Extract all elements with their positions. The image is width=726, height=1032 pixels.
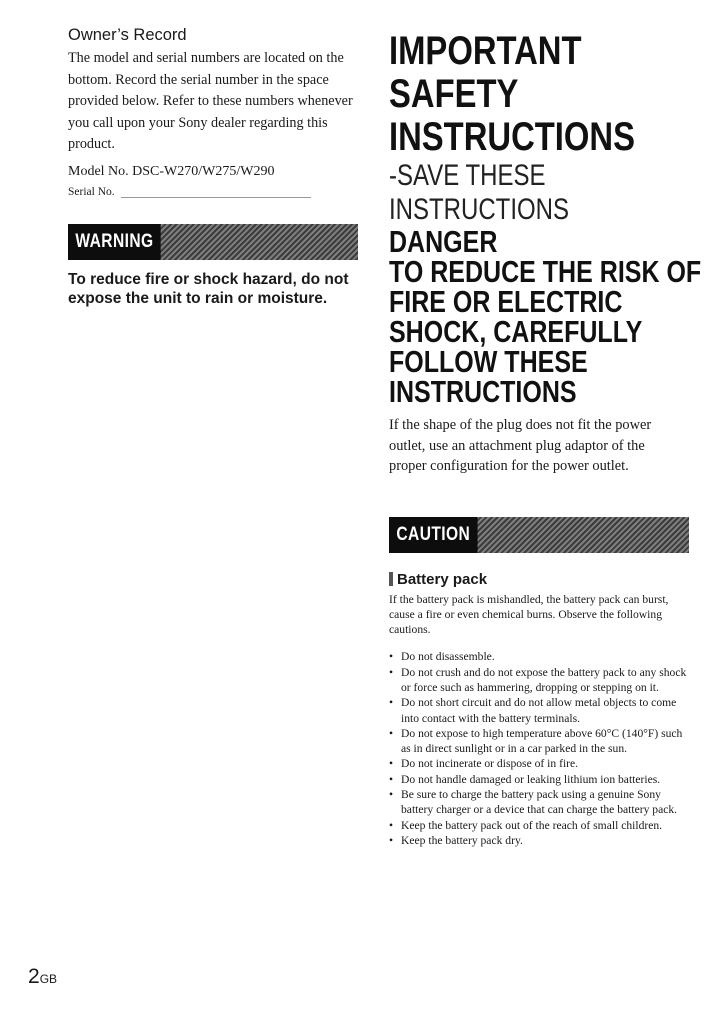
list-item-text: Do not handle damaged or leaking lithium ion batteries. <box>401 772 661 786</box>
owners-record-title: Owner’s Record <box>68 26 187 44</box>
list-item <box>389 787 689 818</box>
list-item <box>389 665 689 696</box>
risk-line-5: INSTRUCTIONS <box>389 375 577 409</box>
bullet-icon: • <box>389 772 394 786</box>
risk-line-1: TO REDUCE THE RISK OF <box>389 255 702 289</box>
heading-important: IMPORTANT <box>389 29 582 73</box>
battery-pack-heading <box>389 571 689 588</box>
battery-pack-intro: If the battery pack is mishandled, the battery pack can burst, cause a fire or even chemical burns. Observe the following cautions. <box>389 592 669 637</box>
list-item <box>389 649 689 664</box>
page-number-suffix: GB <box>39 972 58 986</box>
page-number <box>28 965 57 989</box>
bullet-icon: • <box>389 788 394 802</box>
right-column <box>389 29 702 848</box>
bullet-icon: • <box>389 818 394 832</box>
list-item-text: Be sure to charge the battery pack using a genuine Sony battery charger or a device that can charge the battery pack. <box>401 788 678 817</box>
list-item <box>389 818 689 833</box>
bullet-icon: • <box>389 833 394 847</box>
save-these-line1: -SAVE THESE <box>389 159 546 192</box>
bullet-icon: • <box>389 757 394 771</box>
list-item <box>389 695 689 726</box>
battery-caution-list <box>389 649 689 848</box>
warning-label: WARNING <box>68 224 161 260</box>
risk-line-3: SHOCK, CAREFULLY <box>389 315 643 349</box>
danger-heading: DANGER <box>389 225 498 259</box>
battery-pack-heading-text: Battery pack <box>397 570 488 588</box>
plug-adaptor-text: If the shape of the plug does not fit the power outlet, use an attachment plug adaptor of the proper configuration for the power outlet. <box>389 417 652 474</box>
heading-instructions: INSTRUCTIONS <box>389 115 635 159</box>
heading-marker <box>389 572 393 586</box>
model-number: Model No. DSC-W270/W275/W290 <box>68 163 275 179</box>
caution-banner <box>389 517 689 553</box>
heading-safety: SAFETY <box>389 72 519 116</box>
caution-label: CAUTION <box>389 517 478 553</box>
list-item-text: Do not short circuit and do not allow metal objects to come into contact with the battery terminals. <box>401 696 677 725</box>
list-item-text: Do not disassemble. <box>401 650 495 664</box>
risk-line-2: FIRE OR ELECTRIC <box>389 285 623 319</box>
list-item-text: Keep the battery pack dry. <box>401 833 523 847</box>
risk-line-4: FOLLOW THESE <box>389 345 588 379</box>
bullet-icon: • <box>389 726 394 740</box>
bullet-icon: • <box>389 665 394 679</box>
list-item <box>389 772 689 787</box>
list-item-text: Do not crush and do not expose the battery pack to any shock or force such as hammering, dropping or stepping on it. <box>401 665 687 694</box>
page-number-value: 2 <box>28 965 40 988</box>
warning-text: To reduce fire or shock hazard, do not expose the unit to rain or moisture. <box>68 270 349 307</box>
left-column <box>68 26 358 308</box>
bullet-icon: • <box>389 696 394 710</box>
list-item <box>389 756 689 771</box>
bullet-icon: • <box>389 650 394 664</box>
save-these-line2: INSTRUCTIONS <box>389 193 569 226</box>
warning-banner <box>68 224 358 260</box>
list-item-text: Do not expose to high temperature above 60°C (140°F) such as in direct sunlight or in a car parked in the sun. <box>401 726 683 756</box>
serial-blank-rule <box>121 187 311 198</box>
list-item-text: Do not incinerate or dispose of in fire. <box>401 757 579 771</box>
owners-record-body: The model and serial numbers are located on the bottom. Record the serial number in the space provided below. Refer to these numbers whenever you call upon your Sony dealer regarding this product. <box>68 50 353 152</box>
serial-number-line <box>68 186 358 198</box>
list-item <box>389 833 689 848</box>
list-item-text: Keep the battery pack out of the reach of small children. <box>401 818 663 832</box>
serial-label: Serial No. <box>68 185 115 198</box>
list-item <box>389 726 689 757</box>
